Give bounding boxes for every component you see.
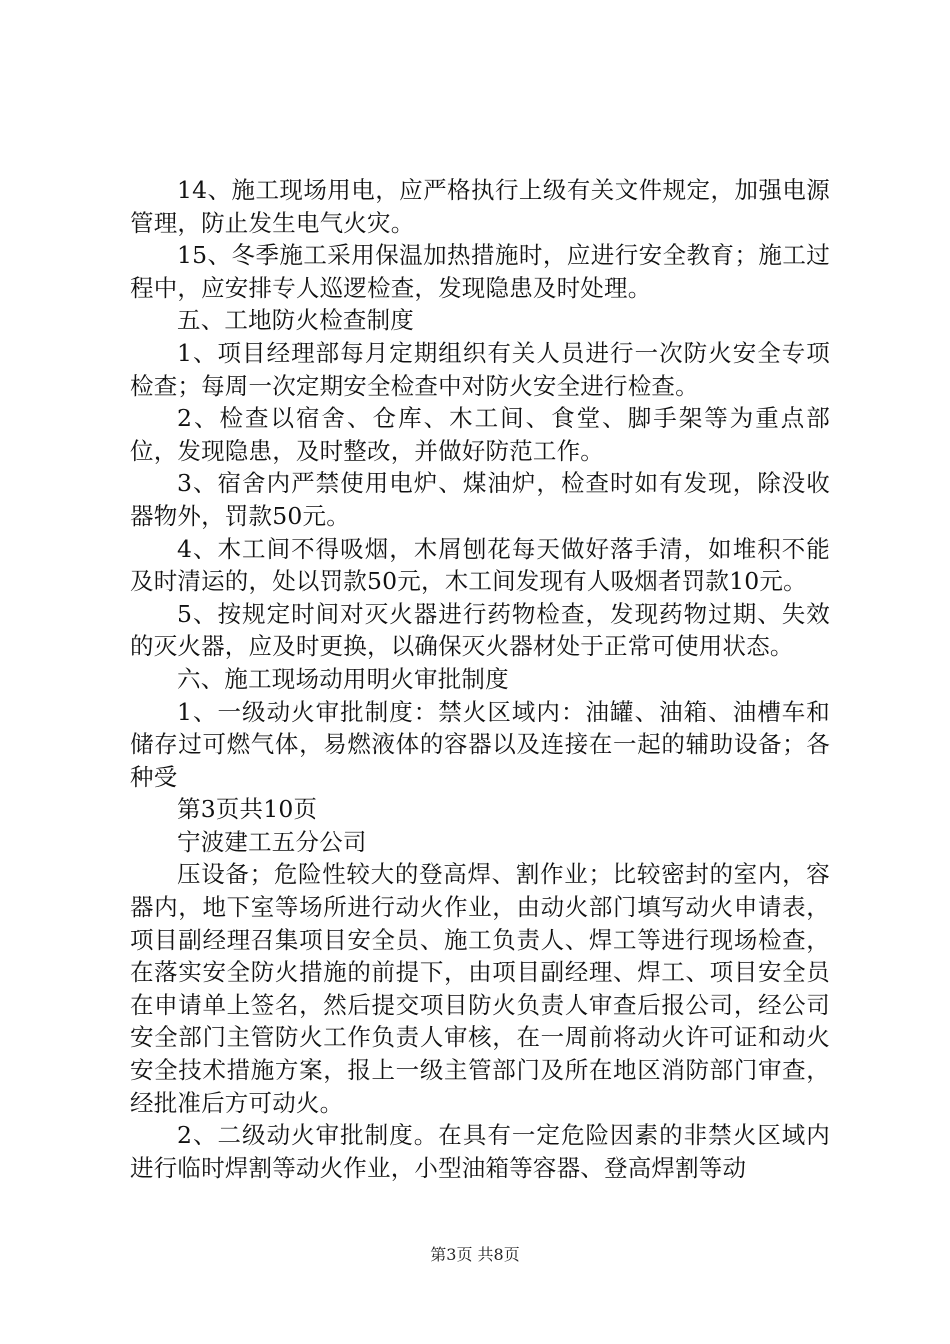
section-heading-open-fire-approval: 六、施工现场动用明火审批制度 [177,664,509,693]
paragraph-inspection-1: 1、项目经理部每月定期组织有关人员进行一次防火安全专项检查；每周一次定期安全检查中对防火安全进行检查。 [130,338,830,400]
page-footer [0,1245,950,1265]
paragraph-approval-level-1-continued: 压设备；危险性较大的登高焊、割作业；比较密封的室内，容器内，地下室等场所进行动火作业，由动火部门填写动火申请表，项目副经理召集项目安全员、施工负责人、焊工等进行现场检查，在落实安全防火措施的前提下，由项目副经理、焊工、项目安全员在申请单上签名，然后提交项目防火负责人审查后报公司，经公司安全部门主管防火工作负责人审核，在一周前将动火许可证和动火安全技术措施方案，报上一级主管部门及所在地区消防部门审查，经批准后方可动火。 [130,860,830,1117]
section-heading-fire-inspection: 五、工地防火检查制度 [177,306,414,335]
document-body [130,174,830,1184]
paragraph-14-electricity: 14、施工现场用电，应严格执行上级有关文件规定，加强电源管理，防止发生电气火灾。 [130,176,830,237]
paragraph-inspection-2: 2、检查以宿舍、仓库、木工间、食堂、脚手架等为重点部位，发现隐患，及时整改，并做好防范工作。 [130,404,830,465]
inline-page-number: 第3页共10页 [177,795,318,824]
paragraph-inspection-5: 5、按规定时间对灭火器进行药物检查，发现药物过期、失效的灭火器，应及时更换，以确保灭火器材处于正常可使用状态。 [130,599,830,661]
paragraph-inspection-3: 3、宿舍内严禁使用电炉、煤油炉，检查时如有发现，除没收器物外，罚款50元。 [130,469,830,530]
paragraph-inspection-4: 4、木工间不得吸烟，木屑刨花每天做好落手清，如堆积不能及时清运的，处以罚款50元，木工间发现有人吸烟者罚款10元。 [130,534,830,596]
paragraph-approval-level-1: 1、一级动火审批制度：禁火区域内：油罐、油箱、油槽车和储存过可燃气体，易燃液体的容器以及连接在一起的辅助设备；各种受 [130,697,830,791]
footer-page-number: 第3页 共8页 [430,1245,520,1264]
paragraph-15-winter-heating: 15、冬季施工采用保温加热措施时，应进行安全教育；施工过程中，应安排专人巡逻检查，发现隐患及时处理。 [130,241,830,302]
paragraph-approval-level-2: 2、二级动火审批制度。在具有一定危险因素的非禁火区域内进行临时焊割等动火作业，小型油箱等容器、登高焊割等动 [130,1121,830,1182]
inline-company-name: 宁波建工五分公司 [177,827,367,856]
